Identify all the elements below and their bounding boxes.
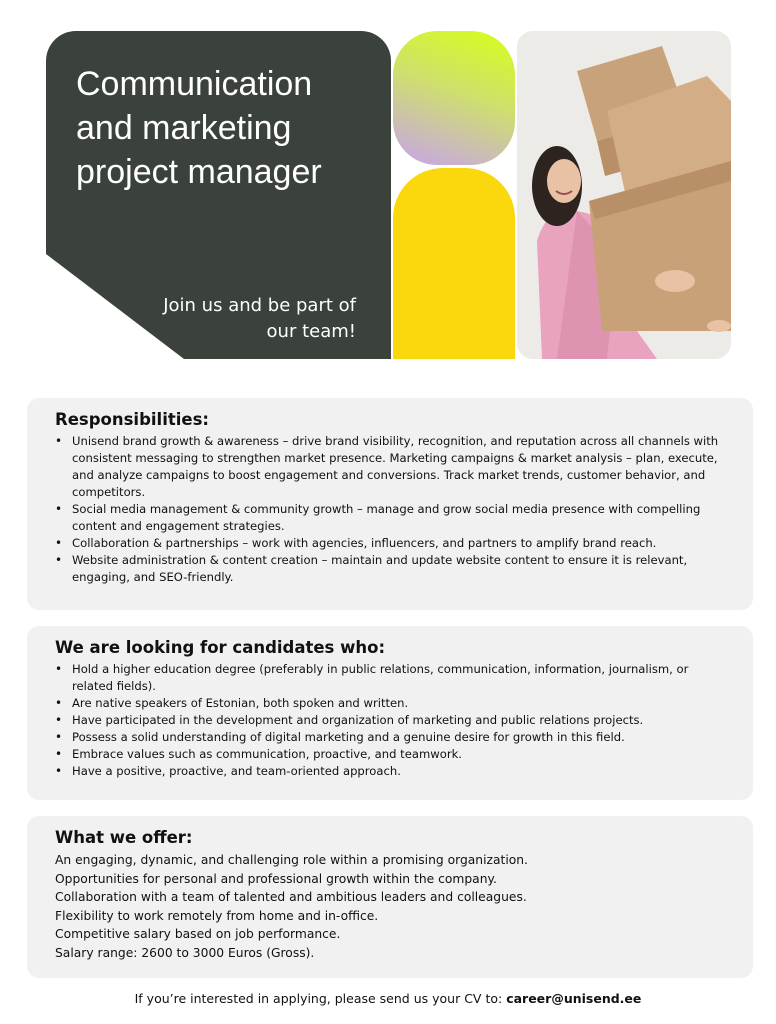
- offer-line: Flexibility to work remotely from home and in-office.: [55, 908, 379, 923]
- yellow-shape: [393, 168, 515, 359]
- candidates-list: [55, 661, 725, 780]
- list-item: • Have a positive, proactive, and team-oriented approach.: [72, 763, 725, 780]
- list-item: • Collaboration & partnerships – work with agencies, influencers, and partners to amplify brand reach.: [72, 535, 725, 552]
- gradient-shape: [393, 31, 515, 165]
- woman-carrying-boxes-illustration: [517, 31, 731, 359]
- apply-email-link[interactable]: career@unisend.ee: [506, 991, 642, 1006]
- responsibilities-list: [55, 433, 725, 586]
- candidates-heading: We are looking for candidates who:: [55, 638, 386, 657]
- responsibilities-heading: Responsibilities:: [55, 410, 210, 429]
- apply-text: If you’re interested in applying, please send us your CV to:: [134, 991, 507, 1006]
- list-item: • Possess a solid understanding of digital marketing and a genuine desire for growth in this field.: [72, 729, 725, 746]
- offer-line: Competitive salary based on job performance.: [55, 927, 341, 941]
- offer-line: Collaboration with a team of talented and ambitious leaders and colleagues.: [55, 890, 527, 904]
- offer-section: [27, 816, 753, 978]
- list-item: • Are native speakers of Estonian, both spoken and written.: [72, 695, 725, 712]
- list-item: • Have participated in the development and organization of marketing and public relations projects.: [72, 712, 725, 729]
- list-item: • Social media management & community growth – manage and grow social media presence with compelling content and engagement strategies.: [72, 501, 725, 535]
- list-item: • Website administration & content creation – maintain and update website content to ensure it is relevant, engaging, and SEO-friendly.: [72, 552, 725, 586]
- offer-heading: What we offer:: [55, 828, 193, 847]
- hero-photo: [517, 31, 731, 359]
- list-item: • Unisend brand growth & awareness – drive brand visibility, recognition, and reputation across all channels with consistent messaging to strengthen market presence. Marketing campaigns & market analysis – plan, execute, and analyze campaigns to boost engagement and conversions. Track market trends, customer behavior, and competitors.: [72, 433, 725, 501]
- list-item: • Hold a higher education degree (preferably in public relations, communication, information, journalism, or related fields).: [72, 661, 725, 695]
- offer-line: Opportunities for personal and professional growth within the company.: [55, 871, 497, 886]
- offer-line: Salary range: 2600 to 3000 Euros (Gross).: [55, 945, 315, 960]
- list-item: • Embrace values such as communication, proactive, and teamwork.: [72, 746, 725, 763]
- candidates-section: [27, 626, 753, 800]
- job-title: Communication and marketing project manager: [76, 65, 322, 191]
- hero-tagline: Join us and be part of our team!: [163, 295, 356, 342]
- apply-footer: [0, 991, 776, 1006]
- responsibilities-section: [27, 398, 753, 610]
- offer-line: An engaging, dynamic, and challenging role within a promising organization.: [55, 853, 528, 867]
